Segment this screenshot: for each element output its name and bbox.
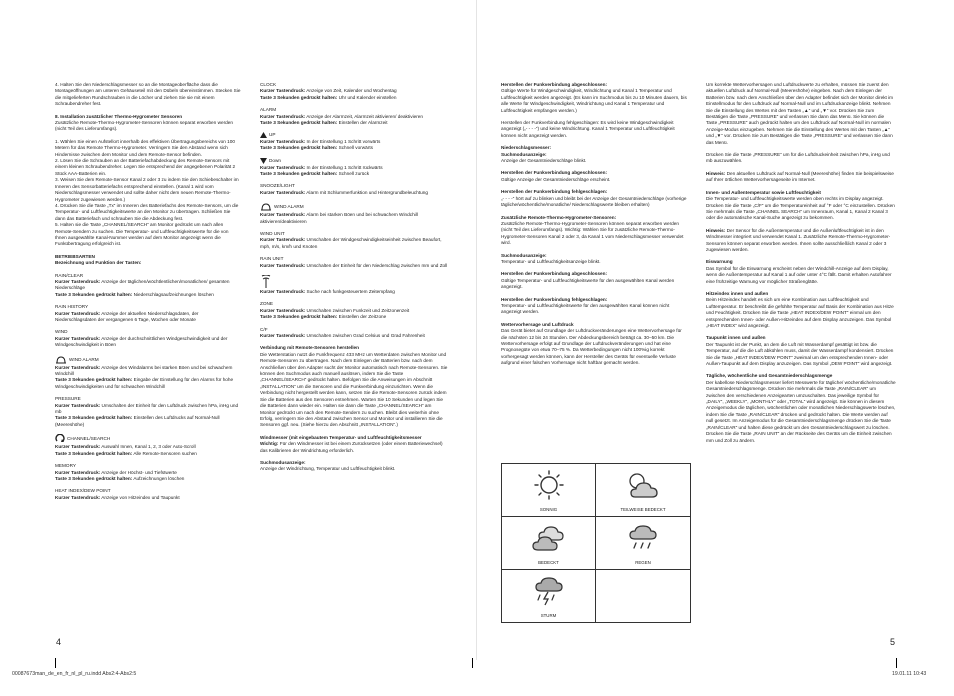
long-press bbox=[55, 451, 241, 457]
block-text: Gültige Werte für Windgeschwindigkeit, Windrichtung und Kanal 1 Temperatur und Luftfeuchtigkeit werden angezeigt. (Es kann im Suchmodus bis zu 10 Minuten dauern, bis alle Werte für Windgeschwindigkeit, Windrichtung und Kanal 1 Temperatur und Luftfeuchtigkeit empfangen werden.) bbox=[501, 88, 687, 113]
short-press-label: Kurzer Tastendruck: bbox=[260, 289, 306, 294]
block-title: Tägliche, wöchentliche und Gesamtniederschlagsmenge bbox=[706, 373, 833, 379]
long-press-text: Alle Remote-Sensoren suchen bbox=[132, 450, 197, 456]
key-name bbox=[260, 202, 448, 212]
block-text: „- - - -“ hört auf zu blinken und bleibt bei der Anzeige der Gesamtniederschläge (vorherige tägliche/wöchentliche/monatliche/ Niederschlagswerte bleiben erhalten) bbox=[501, 195, 687, 208]
short-press-label: Kurzer Tastendruck: bbox=[260, 164, 306, 170]
section-title: 8. Installation zusätzlicher Thermo-Hygrometer Sensoren bbox=[55, 113, 183, 119]
long-press bbox=[260, 171, 448, 177]
short-press-text: Anzeige von Hitzeindex und Taupunkt bbox=[100, 494, 180, 500]
short-press-label: Kurzer Tastendruck: bbox=[260, 307, 306, 313]
key-label: RAIN HISTORY bbox=[55, 304, 89, 310]
key-entry bbox=[55, 463, 241, 482]
long-press-text: Uhr und Kalender einstellen bbox=[337, 94, 397, 100]
short-press-text: In der Einstellung 1 Schritt rückwärts bbox=[305, 164, 383, 170]
block-text: Temperatur- und Luftfeuchtigkeitsanzeige blinkt. bbox=[501, 258, 601, 264]
long-press bbox=[260, 314, 448, 320]
long-press-label: Taste 3 Sekunden gedrückt halten: bbox=[260, 120, 338, 126]
block-text: Der Taupunkt ist der Punkt, an dem die Luft mit Wasserdampf gesättigt ist bzw. die Temperatur, auf die die Luft abkühlen muss, damit der Wasserdampf kondensiert. Drücken Sie die Taste „HEAT INDEX/DEW POINT“ zweimal um den entsprechenden Innen- oder Außen-Taupunkt auf dem Display anzuzeigen. Das Symbol „DEW POINT“ wird angezeigt. bbox=[706, 341, 894, 367]
up-icon bbox=[260, 132, 267, 138]
key-label: SNOOZE/LIGHT bbox=[260, 183, 295, 189]
short-press-text: Auswahl Innen, Kanal 1, 2, 3 oder Auto-Scroll bbox=[100, 444, 196, 450]
storm-icon bbox=[529, 576, 569, 606]
key-list bbox=[55, 273, 241, 502]
paragraph: Die Wetterstation nutzt die Funkfrequenz 433 MHz um Wetterdaten zwischen Monitor und Remote-Sensoren zu übertragen. Nach dem Einlegen der Batterien bzw. nach dem Anschließen über den Adapter sucht der Monitor automatisch nach Remote-Sensoren. Sie können den Suchmodus auch manuell auslösen, indem Sie die Taste „CHANNEL/SEARCH“ gedrückt halten. Befolgen Sie die Anweisungen im Abschnitt „INSTALLATION“ um die Sensoren und die Funkverbindung einzurichten. Wenn die Verbindung nicht hergestellt werden kann, setzen Sie die Remote-Sensoren zurück indem Sie die Batterien aus den Sensoren entnehmen. Warten Sie 10 Sekunden und legen Sie die Batterien dann wieder ein. Halten sie dann die Taste „CHANNEL/SEARCH“ am Monitor gedrückt um nach den Remote-Sendern zu suchen. Bleibt dies weiterhin ohne Erfolg, verringern Sie den Abstand zwischen Sensor und Monitor und installieren Sie die Sensoren ggf. neu. (Siehe hierzu den Abschnitt „INSTALLATION“.) bbox=[260, 351, 448, 428]
text-block bbox=[501, 271, 687, 290]
long-press bbox=[260, 95, 448, 101]
weather-cell-sunny bbox=[502, 464, 596, 517]
short-press-text: In der Einstellung 1 Schritt vorwärts bbox=[305, 139, 381, 145]
text-block bbox=[501, 145, 687, 164]
list-item: 3. Weisen Sie dem Remote-Sensor Kanal 2 oder 3 zu indem Sie den Schiebeschalter im Inneren des Sensorbatteriefachs entsprechend einstellen. (Kanal 1 wird vom Niederschlagsmesser verwendet und sollte daher nicht dem neuen Remote-Thermo-Hygrometer zugewiesen werden.) bbox=[55, 177, 239, 202]
channel-search-icon bbox=[55, 434, 65, 444]
text-blocks bbox=[501, 82, 687, 367]
key-entry bbox=[55, 396, 241, 428]
long-press-label: Taste 3 Sekunden gedrückt halten: bbox=[55, 450, 133, 456]
key-label: WIND UNIT bbox=[260, 230, 285, 236]
text-block bbox=[706, 259, 896, 285]
weather-cell-rain bbox=[596, 517, 690, 570]
short-press-text: Anzeige der täglichen/wöchtlentlichen/monatlichen/ gesamten Niederschläge bbox=[55, 278, 230, 291]
key-entry bbox=[55, 488, 241, 501]
key-label: C/F bbox=[260, 326, 268, 332]
block-title: Herstellen der Funkverbindung fehlgeschlagen: bbox=[501, 296, 608, 302]
short-press bbox=[260, 190, 448, 196]
long-press-text: Einstellen der Zeitzone bbox=[337, 314, 387, 320]
short-press bbox=[55, 336, 241, 349]
block-text: Anzeige der Gesamtniederschläge blinkt. bbox=[501, 158, 587, 164]
short-press-text: Anzeige der Alarmzeit, Alarmzeit aktivieren/ deaktivieren bbox=[305, 113, 424, 119]
list-item: 2. Lösen Sie die Schrauben an der Batteriefachabdeckung des Remote-Sensors mit einem kleinen Schraubendreher. Legen Sie entsprechend der angegebenen Polarität 2 Stück AAA-Batterien ein. bbox=[55, 158, 236, 176]
weather-label: REGEN bbox=[635, 560, 651, 565]
block-title: Hitzeindex innen und außen bbox=[706, 290, 769, 296]
key-name bbox=[260, 275, 448, 289]
section-subtitle: Bezeichnung und Funktion der Tasten: bbox=[55, 260, 142, 266]
section-title: Windmesser (mit eingebautem Temperatur- und Luftfeuchtigkeitsmesser bbox=[260, 434, 422, 440]
short-press-text: Umschalten der Einheit für den Luftdruck zwischen hPa, inHg und mb bbox=[55, 402, 239, 415]
wind-alarm-icon bbox=[55, 355, 67, 365]
key-entry bbox=[260, 158, 448, 177]
short-press bbox=[260, 289, 448, 295]
weather-label: TEILWEISE BEDECKT bbox=[620, 507, 666, 512]
key-label: RAIN UNIT bbox=[260, 256, 284, 262]
block-text: Das Symbol für die Eiswarnung erscheint neben der Windchill-Anzeige auf dem Display, wenn die Außentemperatur auf Kanal 1 auf oder unter 4°C fällt. Damit erhalten Autofahrer eine frühzeitige Warnung vor möglicher Straßenglätte. bbox=[706, 265, 892, 284]
key-label: WIND bbox=[55, 329, 68, 335]
paragraph: Zusätzliche Remote-Thermo-Hygrometer-Sensoren können separat erworben werden (nicht Teil des Lieferumfangs). bbox=[55, 120, 233, 132]
key-name bbox=[260, 158, 448, 165]
list-item: 5. Halten sie die Taste „CHANNEL/SEARCH“ am Monitor gedrückt um nach allen Remote-Sendern zu suchen. Die Temperatur- und Luftfeuchtigkeitswerte für die von Ihnen ausgewählte Kanal-Nummer werden auf dem Monitor angezeigt wenn die Funkübertragung erfolgreich ist. bbox=[55, 222, 229, 247]
page-number: 4 bbox=[56, 637, 62, 647]
long-press-text: Schnell vorwärts bbox=[337, 145, 373, 151]
block-text: Temperatur- und Luftfeuchtigkeitswerte für den ausgewählten Kanal können nicht angezeigt werden. bbox=[501, 302, 670, 315]
short-press-label: Kurzer Tastendruck: bbox=[55, 335, 101, 341]
key-entry bbox=[260, 301, 448, 320]
key-entry bbox=[55, 273, 241, 299]
short-press-label: Kurzer Tastendruck: bbox=[260, 262, 306, 268]
short-press bbox=[55, 311, 241, 324]
short-press bbox=[55, 365, 241, 378]
crop-mark bbox=[55, 658, 56, 668]
key-name bbox=[55, 434, 241, 444]
long-press-label: Taste 3 Sekunden gedrückt halten: bbox=[260, 314, 338, 320]
column-4 bbox=[706, 82, 896, 450]
short-press-text: Umschalten zwischen Grad Celsius und Grad Fahrenheit bbox=[305, 333, 425, 339]
block-text: Um korrekte Wettervorhersagen und Luftdruckwerte zu erhalten, müssen Sie zuerst den aktuellen Luftdruck auf Normal-Null (Meereshöhe) eingeben. Nach dem Einlegen der Batterien bzw. nach dem Anschließen über den Adapter befindet sich der Monitor direkt im Einstellmodus für den Luftdruck auf Normal-Null und im Luftdruckanzeige blinkt. Nehmen Sie die Einstellung des Wertes mit den Tasten „▲“ und „▼“ vor. Drücken Sie zum Bestätigen die Taste „PRESSURE“ und verlassen Sie dann das Menü. Sie können die Taste „PRESSURE“ auch gedrückt halten um den Luftdruck auf Normal-Null im normalen Anzeige-Modus einzugeben. Nehmen Sie die Einstellung des Wertes mit den Tasten „▲“ und „▼“ vor. Drücken Sie zum Bestätigen die Taste „PRESSURE“ und verlassen Sie dann das Menü. bbox=[706, 82, 894, 145]
rain-icon bbox=[623, 523, 663, 553]
short-press-label: Kurzer Tastendruck: bbox=[55, 444, 101, 450]
key-entry bbox=[55, 304, 241, 323]
long-press bbox=[260, 120, 448, 126]
key-entry bbox=[55, 329, 241, 348]
block-text: Das Gerät bietet auf Grundlage der Luftdruckveränderungen eine Wettervorhersage für die nächsten 12 bis 24 Stunden. Der Abdeckungsbereich beträgt ca. 30–50 km. Die Wettervorhersage erfolgt auf Grundlage der Luftdruckveränderungen und hat eine Prognosegüte von etwa 70–75 %. Da Wetterbedingungen nicht 100%ig korrekt vorhergesagt werden können, kann der Hersteller des Geräts für eventuelle Verluste aufgrund einer falschen Vorhersage nicht haftbar gemacht werden. bbox=[501, 328, 682, 366]
key-entry bbox=[260, 107, 448, 126]
long-press-label: Taste 3 Sekunden gedrückt halten: bbox=[55, 475, 133, 481]
text-block bbox=[501, 253, 687, 266]
long-press-label: Taste 3 Sekunden gedrückt halten: bbox=[55, 415, 133, 421]
key-label: CLOCK bbox=[260, 82, 277, 87]
block-text: Gültige Anzeige der Gesamtniederschläge erscheint. bbox=[501, 176, 611, 182]
long-press bbox=[55, 292, 241, 298]
block-text: Der kabellose Niederschlagsmesser liefert Messwerte für tägliche/ wöchentliche/monatliche Gesamtniederschlagsmenge. Drücken Sie mehrmals die Taste „RAIN/CLEAR“ um zwischen den verschiedenen Anzeigearten umzuschalten. Das jeweilige Symbol für „DAILY“, „WEEKLY“, „MONTHLY“ oder „TOTAL“ wird angezeigt. Sie können in diesem Anzeigemodus die täglichen, wöchentlichen oder monatlichen Niederschlagswerte löschen, indem Sie die Taste „RAIN/CLEAR“ drücken und gedrückt halten. Die Werte werden auf null gesetzt. Im Anzeigemodus für die Gesamtniederschlagsmenge drücken Sie die Taste „RAIN/CLEAR“ und halten diese gedrückt um den Gesamtniederschlagswert zu löschen. Drücken Sie die Taste „RAIN UNIT“ an der Rückseite des Geräts um die Einheit zwischen mm und Zoll zu ändern. bbox=[706, 379, 896, 443]
weather-cell-partly-cloudy bbox=[596, 464, 690, 517]
short-press-label: Kurzer Tastendruck: bbox=[260, 113, 306, 119]
list-item: 4. Drücken Sie die Taste „Tx“ im Inneren des Batteriefachs des Remote-Sensors, um die Temperatur- und Luftfeuchtigkeitswerte an den Monitor zu übertragen. Schließen Sie dann das Batteriefach und schrauben Sie die Abdeckung fest. bbox=[55, 202, 239, 221]
long-press-label: Taste 3 Sekunden gedrückt halten: bbox=[260, 170, 338, 176]
long-press-label: Taste 3 Sekunden gedrückt halten: bbox=[260, 145, 338, 151]
short-press-text: Alarm mit Schlummerfunktion und Hintergrundbeleuchtung bbox=[305, 189, 428, 195]
long-press-text: Aufzeichnungen löschen bbox=[132, 475, 185, 481]
short-press-text: Anzeige der durchschnittlichen Windgeschwindigkeit und der Windgeschwindigkeit in Böen bbox=[55, 335, 228, 348]
weather-icon-table bbox=[501, 463, 691, 623]
short-press-label: Kurzer Tastendruck: bbox=[55, 494, 101, 500]
text-block bbox=[706, 190, 896, 222]
key-name bbox=[55, 355, 241, 365]
short-press bbox=[260, 263, 448, 269]
column-1 bbox=[55, 82, 241, 507]
crop-mark bbox=[472, 658, 473, 668]
paragraph: 4. Halten Sie den Niederschlagsmesser so an die Montageoberfläche dass die Montageöffnungen am unteren Gehäuseteil mit den Dübeln übereinstimmen. Stecken Sie die mitgelieferten Rundschrauben in die Löcher und ziehen Sie sie mit einem Schraubendreher fest. bbox=[55, 82, 241, 107]
text-block bbox=[501, 215, 687, 247]
short-press-text: Umschalten der Windgeschwindigkeitseinheit zwischen Beaufort, mph, m/s, km/h und Knoten bbox=[260, 237, 442, 249]
block-text: Die Temperatur- und Luftfeuchtigkeitswerte werden oben rechts im Display angezeigt. Drücken Sie die Taste „C/F“ um die Temperatureinheit auf °F oder °C einzustellen. Drücken Sie mehrmals die Taste „CHANNEL SEARCH“ um Innenraum, Kanal 1, Kanal 2 Kanal 3 oder die automatische Kanal-Suche angezeigt zu bekommen. bbox=[706, 196, 895, 221]
key-entry bbox=[260, 82, 448, 101]
short-press-text: Anzeige des Windalarms bei starken Böen und bei schwachem Windchill bbox=[55, 364, 233, 377]
key-label: WIND ALARM bbox=[69, 356, 99, 362]
short-press bbox=[55, 279, 241, 292]
wind-alarm-icon bbox=[260, 202, 272, 212]
long-press-text: Eingabe der Einstellung für den Alarms für hohe Windgeschwindigkeiten und für schwachen Windchill bbox=[55, 377, 234, 389]
short-press-label: Kurzer Tastendruck: bbox=[260, 88, 306, 94]
short-press-label: Kurzer Tastendruck: bbox=[55, 469, 101, 475]
key-label: HEAT INDEX/DEW POINT bbox=[55, 488, 111, 494]
text-block bbox=[706, 82, 896, 146]
block-text: Herstellen der Funkverbindung fehlgeschlagen: Es wird keine Windgeschwindigkeit angezeigt („- - - -“) und keine Windrichtung. Kanal 1 Temperatur und Luftfeuchtigkeit können nicht angezeigt werden. bbox=[501, 120, 675, 138]
short-press-label: Kurzer Tastendruck: bbox=[55, 310, 101, 316]
long-press-text: Niederschlagsaufzeichnungen löschen bbox=[132, 291, 214, 297]
weather-label: STURM bbox=[540, 613, 557, 618]
block-text: Drücken Sie die Taste „PRESSURE“ um für die Luftdruckeinheit zwischen hPa, inHg und mb auszuwählen. bbox=[706, 152, 890, 164]
key-entry bbox=[55, 355, 241, 391]
short-press-label: Kurzer Tastendruck: bbox=[260, 139, 306, 145]
block-text: Beim Hitzeindex handelt es sich um eine Kombination aus Luftfeuchtigkeit und Lufttemperatur. Er beschreibt die gefühlte Temperatur auf Basis der Kombination aus Hitze und Feuchtigkeit. Drücken Sie die Taste „HEAT INDEX/DEW POINT“ einmal um den entsprechenden Innen- oder Außen-Hitzeindex auf dem Display anzuzeigen. Das Symbol „HEAT INDEX“ wird angezeigt. bbox=[706, 297, 894, 328]
short-press-text: Umschalten der Einheit für den Niederschlag zwischen mm und Zoll bbox=[305, 262, 448, 268]
print-slug: 00087673man_de_en_fr_nl_pl_ru.indd Abs2:4-Abs2:5 bbox=[12, 671, 137, 677]
text-block bbox=[501, 120, 687, 139]
long-press bbox=[260, 145, 448, 151]
long-press bbox=[55, 377, 241, 390]
text-block bbox=[501, 297, 687, 316]
long-press bbox=[55, 415, 241, 428]
block-title: Wettervorhersage und Luftdruck bbox=[501, 321, 574, 327]
important-label: Wichtig: bbox=[260, 441, 279, 447]
block-title: Suchmodusanzeige: bbox=[501, 252, 547, 258]
key-entry bbox=[260, 231, 448, 250]
short-press-text: Alarm bei starken Böen und bei schwachem Windchill aktivieren/deaktivieren bbox=[260, 212, 418, 224]
short-press bbox=[260, 333, 448, 339]
weather-label: BEDECKT bbox=[538, 560, 559, 565]
long-press-text: Einstellen der Alarmzeit bbox=[337, 120, 388, 126]
block-title: Herstellen der Funkverbindung abgeschlossen: bbox=[501, 170, 608, 176]
key-entry bbox=[260, 275, 448, 295]
block-text: Zusätzliche Remote-Thermo-Hygrometer-Sensoren können separat erworben werden (nicht Teil des Lieferumfangs). Wichtig: Wählen Sie für zusätzliche Remote-Thermo-Hygrometer-Sensoren Kanal 2 oder 3, da Kanal 1 vom Niederschlagsmesser verwendet wird. bbox=[501, 220, 684, 246]
long-press-label: Taste 3 Sekunden gedrückt halten: bbox=[55, 377, 133, 383]
column-3 bbox=[501, 82, 687, 373]
partly-cloudy-icon bbox=[623, 470, 663, 500]
key-entry bbox=[260, 327, 448, 340]
short-press-text: Umschalten zwischen Funkzeit und Zeitzonenzeit bbox=[305, 307, 410, 313]
short-press-label: Kurzer Tastendruck: bbox=[55, 402, 101, 408]
block-text: Der Sensor für die Außentemperatur und die Außenluftfeuchtigkeit ist in den Windmesser integriert und verwendet Kanal 1. Zusätzliche Remote-Thermo-Hygrometer-Sensoren können separat erworben werden. Ihnen sollte ausschließlich Kanal 2 oder 3 zugewiesen werden. bbox=[706, 227, 891, 252]
section-title: BETRIEBSARTEN bbox=[55, 253, 95, 259]
weather-cell-storm bbox=[502, 570, 596, 622]
text-block bbox=[501, 322, 687, 367]
weather-label: SONNIG bbox=[539, 507, 558, 512]
key-label: WIND ALARM bbox=[274, 204, 304, 210]
key-label: RAIN/CLEAR bbox=[55, 272, 84, 278]
short-press bbox=[260, 212, 448, 225]
text-block bbox=[501, 82, 687, 114]
section-title: Verbindung mit Remote-Sensoren herstellen bbox=[260, 345, 359, 351]
block-title: Niederschlagsmesser: Suchmodusanzeige: bbox=[501, 145, 552, 157]
short-press-label: Kurzer Tastendruck: bbox=[260, 212, 306, 218]
key-entry bbox=[260, 202, 448, 225]
short-press-label: Kurzer Tastendruck: bbox=[55, 278, 101, 284]
block-title: Innen- und Außentemperatur sowie Luftfeuchtigkeit bbox=[706, 189, 821, 195]
short-press-label: Kurzer Tastendruck: bbox=[260, 189, 306, 195]
paragraph: Für den Windmesser ist bei einem Zurücksetzen (oder einem Batteriewechsel) das Kalibrieren der Windrichtung erforderlich. bbox=[260, 441, 443, 453]
column-2 bbox=[260, 82, 448, 479]
page-fold bbox=[476, 0, 477, 660]
block-title: Hinweis: bbox=[706, 170, 726, 176]
key-entry bbox=[260, 256, 448, 269]
key-entry bbox=[55, 434, 241, 457]
key-label: PRESSURE bbox=[55, 396, 81, 402]
block-title: Herstellen der Funkverbindung abgeschlossen: bbox=[501, 82, 608, 87]
long-press bbox=[55, 476, 241, 482]
down-icon bbox=[260, 158, 267, 164]
short-press bbox=[55, 495, 241, 501]
install-list bbox=[55, 139, 241, 248]
text-block bbox=[706, 373, 896, 443]
block-title: Zusätzliche Remote-Thermo-Hygrometer-Sensoren: bbox=[501, 214, 617, 220]
key-label: UP bbox=[269, 132, 276, 138]
key-label: Down bbox=[269, 158, 281, 164]
key-label: MEMORY bbox=[55, 463, 77, 469]
block-title: Eiswarnung bbox=[706, 259, 733, 265]
cloud-icon bbox=[529, 523, 569, 553]
text-block bbox=[706, 291, 896, 329]
short-press-label: Kurzer Tastendruck: bbox=[260, 237, 306, 243]
key-entry bbox=[260, 183, 448, 196]
paragraph: Anzeige der Windrichtung, Temperatur und Luftfeuchtigkeit blinkt. bbox=[260, 466, 396, 472]
page-number: 5 bbox=[890, 637, 896, 647]
block-title: Taupunkt innen und außen bbox=[706, 335, 766, 341]
short-press-text: Anzeige der Höchst- und Tiefstwerte bbox=[100, 469, 177, 475]
list-item: 1. Wählen Sie einen Aufstellort innerhalb des effektiven Übertragungsbereichs von 100 Metern für das Remote Thermo-Hygrometer. Verringern Sie den Abstand wenn sich Hindernisse zwischen dem Monitor und dem Remote-Sensor befinden. bbox=[55, 138, 235, 157]
key-label: ALARM bbox=[260, 107, 277, 113]
crop-mark bbox=[896, 658, 897, 668]
block-title: Hinweis: bbox=[706, 227, 726, 233]
sun-icon bbox=[532, 470, 566, 500]
short-press-label: Kurzer Tastendruck: bbox=[260, 333, 306, 339]
text-blocks bbox=[706, 82, 896, 444]
text-block bbox=[706, 152, 896, 165]
long-press-text: Einstellen des Luftdrucks auf Normal-Null (Meereshöhe) bbox=[55, 415, 220, 427]
key-name bbox=[260, 132, 448, 139]
text-block bbox=[706, 228, 896, 254]
text-block bbox=[706, 171, 896, 184]
print-timestamp: 19.01.11 10:43 bbox=[892, 671, 927, 677]
text-block bbox=[706, 335, 896, 367]
short-press bbox=[55, 403, 241, 416]
key-label: CHANNEL/SEARCH bbox=[67, 436, 111, 442]
key-label: ZONE bbox=[260, 301, 274, 307]
key-list bbox=[260, 82, 448, 339]
block-text: Den aktuellen Luftdruck auf Normal-Null (Meereshöhe) finden Sie beispielsweise auf Ihrer örtlichen Wettervorhersageseite im Internet. bbox=[706, 170, 894, 183]
block-text: Gültige Temperatur- und Luftfeuchtigkeitswerte für den ausgewählten Kanal werden angezeigt. bbox=[501, 277, 675, 290]
block-title: Herstellen der Funkverbindung abgeschlossen: bbox=[501, 271, 608, 277]
long-press-text: Schnell zurück bbox=[337, 170, 370, 176]
weather-cell-cloudy bbox=[502, 517, 596, 570]
text-block bbox=[501, 189, 687, 208]
short-press-text: Anzeige von Zeit, Kalender und Wochentag bbox=[305, 88, 397, 94]
long-press-label: Taste 3 Sekunden gedrückt halten: bbox=[260, 94, 338, 100]
text-block bbox=[501, 170, 687, 183]
short-press-text: Suche nach funkgesteuertem Zeitempfang bbox=[305, 289, 395, 294]
radio-tower-icon bbox=[260, 275, 272, 289]
short-press-text: Anzeige der aktuellen Niederschlagsdaten, der Niederschlagsdaten der vergangenen 6 Tage, Wochen oder Monate bbox=[55, 310, 199, 322]
key-entry bbox=[260, 132, 448, 151]
section-title: Suchmodusanzeige: bbox=[260, 459, 306, 465]
block-title: Herstellen der Funkverbindung fehlgeschlagen: bbox=[501, 189, 608, 195]
short-press-label: Kurzer Tastendruck: bbox=[55, 364, 101, 370]
long-press-label: Taste 3 Sekunden gedrückt halten: bbox=[55, 291, 133, 297]
short-press bbox=[260, 237, 448, 250]
